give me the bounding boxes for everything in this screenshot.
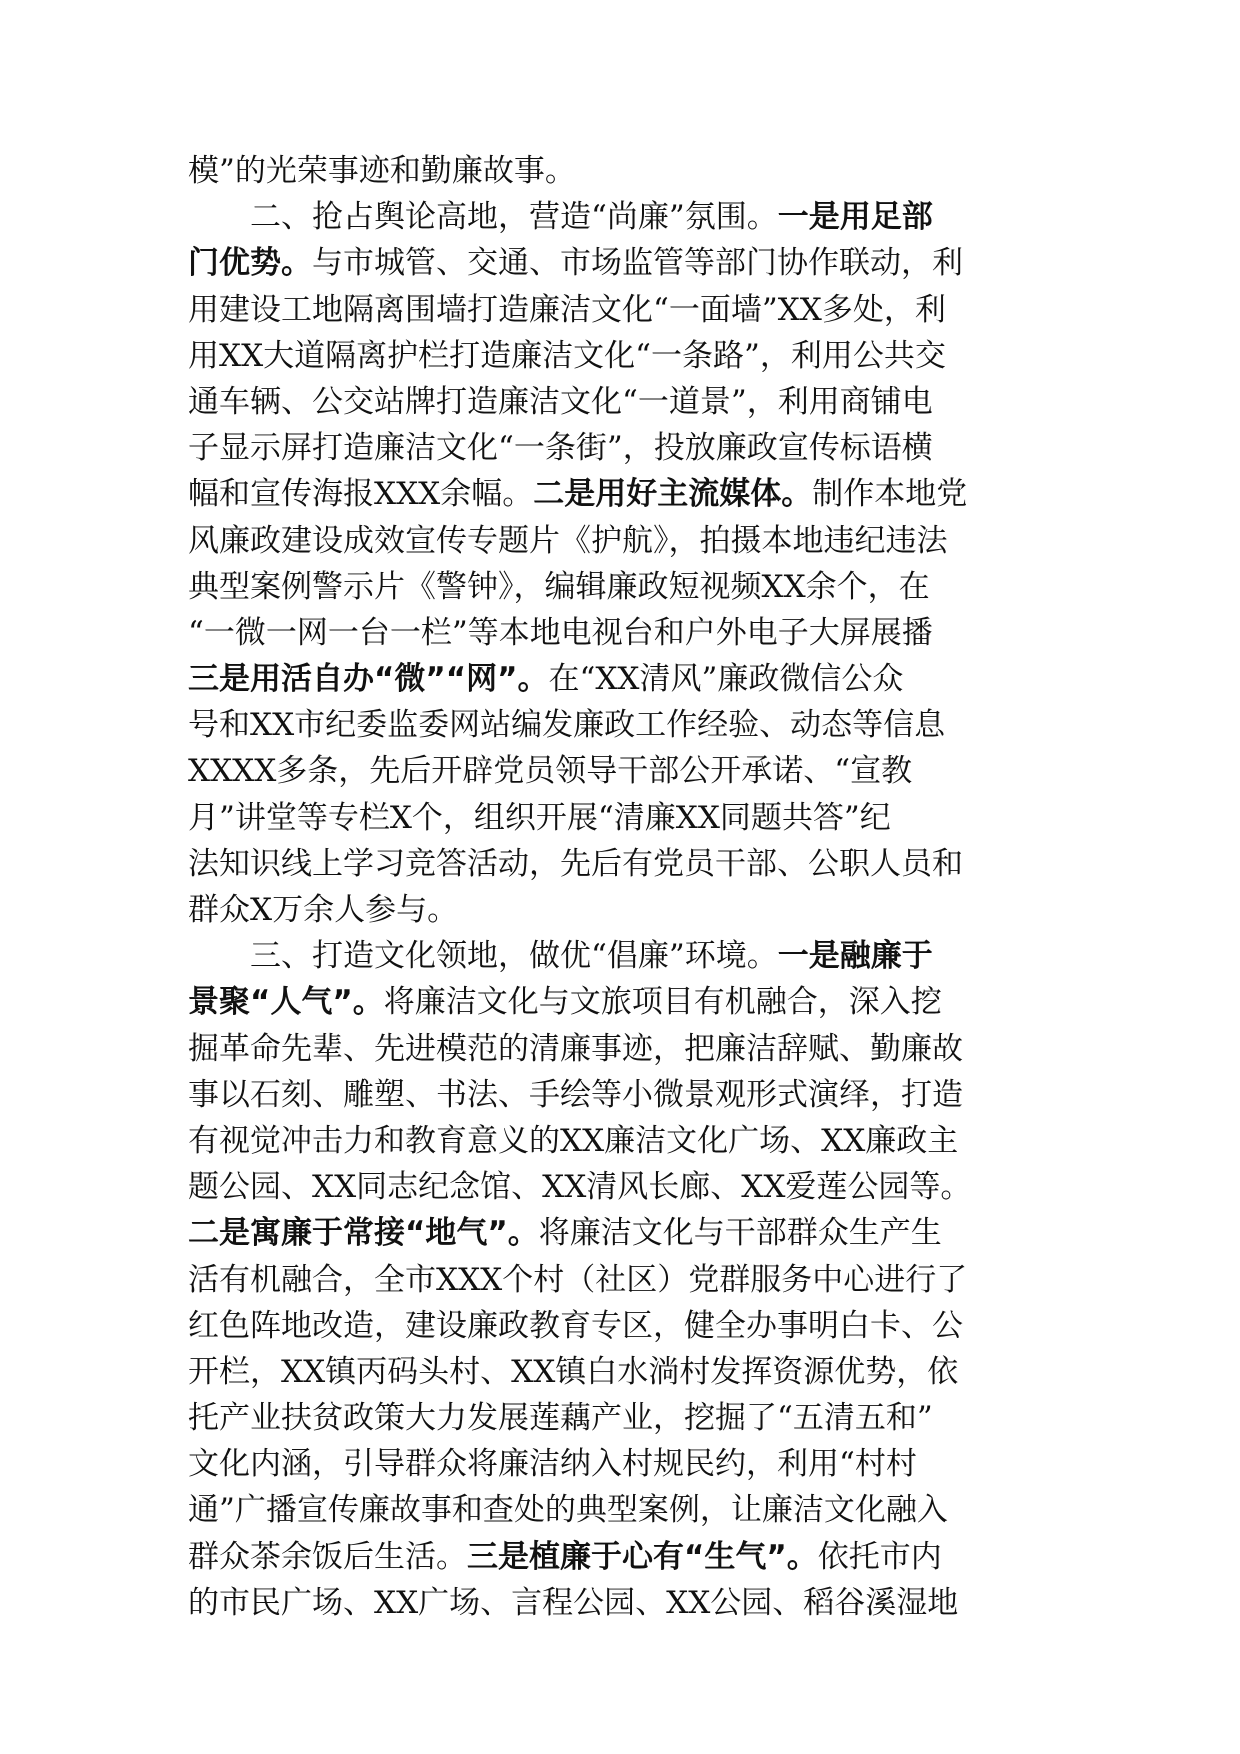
text-line — [188, 471, 1052, 517]
text-segment: XXXX多条，先后开辟党员领导干部公开承诺、“宣教 — [188, 753, 913, 790]
text-segment: 模”的光荣事迹和勤廉故事。 — [188, 153, 576, 189]
bold-text-segment: 三是植廉于心有“生气”。 — [467, 1538, 818, 1575]
text-line — [188, 1580, 1052, 1626]
text-line — [188, 1349, 1052, 1395]
text-line — [188, 1395, 1052, 1441]
text-line — [188, 702, 1052, 748]
text-line — [188, 194, 1052, 240]
bold-text-segment: 一是用足部 — [777, 199, 933, 236]
text-segment: 开栏，XX镇丙码头村、XX镇白水淌村发挥资源优势，依 — [188, 1353, 959, 1390]
text-segment: 幅和宣传海报XXX余幅。 — [188, 476, 534, 513]
text-segment: 在“XX清风”廉政微信公众 — [548, 661, 904, 698]
text-line — [188, 1118, 1052, 1164]
bold-text-segment: 景聚“人气”。 — [188, 984, 384, 1021]
text-segment: 托产业扶贫政策大力发展莲藕产业，挖掘了“五清五和” — [188, 1400, 933, 1437]
text-line — [188, 610, 1052, 656]
bold-text-segment: 二是寓廉于常接“地气”。 — [188, 1215, 539, 1252]
text-line — [188, 887, 1052, 933]
text-segment: 用XX大道隔离护栏打造廉洁文化“一条路”，利用公共交 — [188, 337, 946, 374]
text-segment: 依托市内 — [817, 1538, 942, 1575]
text-line — [188, 933, 1052, 979]
text-line — [188, 979, 1052, 1025]
text-segment: 将廉洁文化与干部群众生产生 — [538, 1215, 942, 1252]
text-segment: 典型案例警示片《警钟》，编辑廉政短视频XX余个，在 — [188, 568, 930, 605]
text-segment: 与市城管、交通、市场监管等部门协作联动，利 — [312, 245, 963, 282]
text-segment: 文化内涵，引导群众将廉洁纳入村规民约，利用“村村 — [188, 1446, 917, 1483]
text-segment: 群众茶余饭后生活。 — [188, 1538, 467, 1575]
text-line — [188, 1487, 1052, 1533]
text-segment: 号和XX市纪委监委网站编发廉政工作经验、动态等信息 — [188, 707, 946, 744]
text-segment: 制作本地党 — [812, 476, 968, 513]
text-segment: 红色阵地改造，建设廉政教育专区，健全办事明白卡、公 — [188, 1307, 963, 1344]
bold-text-segment: 三是用活自办“微”“网”。 — [188, 661, 549, 698]
text-segment: 用建设工地隔离围墙打造廉洁文化“一面墙”XX多处，利 — [188, 291, 946, 328]
bold-text-segment: 门优势。 — [188, 245, 312, 282]
text-line — [188, 518, 1052, 564]
text-line — [188, 1072, 1052, 1118]
text-segment: 掘革命先辈、先进模范的清廉事迹，把廉洁辞赋、勤廉故 — [188, 1030, 963, 1067]
text-line — [188, 425, 1052, 471]
text-segment: 有视觉冲击力和教育意义的XX廉洁文化广场、XX廉政主 — [188, 1122, 959, 1159]
text-line — [188, 1441, 1052, 1487]
body-text — [188, 148, 1052, 1626]
text-line — [188, 656, 1052, 702]
text-segment: 三、打造文化领地，做优“倡廉”环境。 — [250, 938, 778, 975]
text-segment: “一微一网一台一栏”等本地电视台和户外电子大屏展播 — [188, 614, 933, 651]
text-line — [188, 1026, 1052, 1072]
text-line — [188, 795, 1052, 841]
text-line — [188, 841, 1052, 887]
text-segment: 的市民广场、XX广场、言程公园、XX公园、稻谷溪湿地 — [188, 1584, 959, 1621]
text-line — [188, 564, 1052, 610]
text-segment: 题公园、XX同志纪念馆、XX清风长廊、XX爱莲公园等。 — [188, 1169, 972, 1206]
text-segment: 子显示屏打造廉洁文化“一条街”，投放廉政宣传标语横 — [188, 430, 933, 467]
text-line — [188, 1257, 1052, 1303]
text-line — [188, 379, 1052, 425]
text-line — [188, 1303, 1052, 1349]
text-segment: 活有机融合，全市XXX个村（社区）党群服务中心进行了 — [188, 1261, 968, 1298]
text-segment: 二、抢占舆论高地，营造“尚廉”氛围。 — [250, 199, 778, 236]
text-line — [188, 748, 1052, 794]
text-segment: 风廉政建设成效宣传专题片《护航》，拍摄本地违纪违法 — [188, 522, 948, 559]
text-line — [188, 333, 1052, 379]
text-segment: 法知识线上学习竞答活动，先后有党员干部、公职人员和 — [188, 845, 963, 882]
bold-text-segment: 一是融廉于 — [777, 938, 933, 975]
text-segment: 将廉洁文化与文旅项目有机融合，深入挖 — [383, 984, 942, 1021]
text-line — [188, 287, 1052, 333]
text-segment: 事以石刻、雕塑、书法、手绘等小微景观形式演绎，打造 — [188, 1076, 963, 1113]
text-segment: 月”讲堂等专栏X个，组织开展“清廉XX同题共答”纪 — [188, 799, 891, 836]
text-segment: 通”广播宣传廉故事和查处的典型案例，让廉洁文化融入 — [188, 1492, 948, 1529]
text-segment: 群众X万余人参与。 — [188, 892, 459, 928]
text-line — [188, 1164, 1052, 1210]
bold-text-segment: 二是用好主流媒体。 — [533, 476, 813, 513]
text-line — [188, 1534, 1052, 1580]
text-line — [188, 240, 1052, 286]
text-line — [188, 1210, 1052, 1256]
text-line — [188, 148, 1052, 194]
text-segment: 通车辆、公交站牌打造廉洁文化“一道景”，利用商铺电 — [188, 383, 933, 420]
